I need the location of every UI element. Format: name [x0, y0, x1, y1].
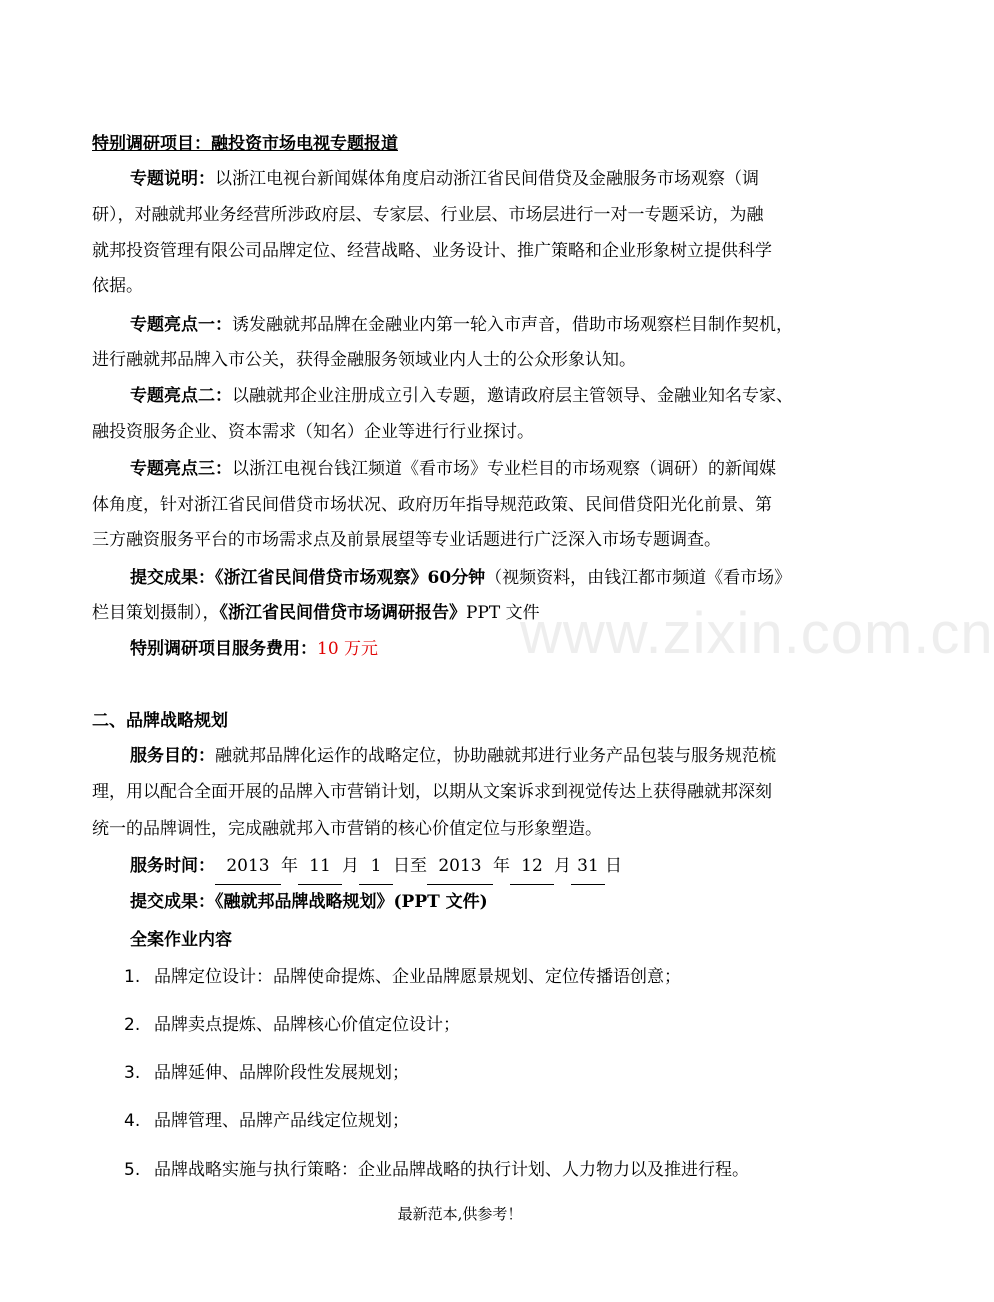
result-line-1: 提交成果：《浙江省民间借贷市场观察》60分钟（视频资料，由钱江都市频道《看市场》 [130, 568, 792, 588]
purpose-line-3: 统一的品牌调性，完成融就邦入市营销的核心价值定位与形象塑造。 [92, 819, 602, 839]
watermark: www.zixin.com.cn [520, 601, 994, 666]
page-footer: 最新范本,供参考！ [397, 1205, 523, 1223]
end-year: 2013 [427, 848, 493, 885]
list-item: 3. 品牌延伸、品牌阶段性发展规划； [124, 1063, 409, 1083]
highlight3-line-3: 三方融资服务平台的市场需求点及前景展望等专业话题进行广泛深入市场专题调查。 [92, 530, 721, 550]
end-day: 31 [571, 848, 605, 885]
list-item: 2. 品牌卖点提炼、品牌核心价值定位设计； [124, 1015, 460, 1035]
list-item: 4. 品牌管理、品牌产品线定位规划； [124, 1111, 409, 1131]
intro-line-1: 专题说明：以浙江电视台新闻媒体角度启动浙江省民间借贷及金融服务市场观察（调 [130, 169, 759, 189]
highlight3-line-1: 专题亮点三：以浙江电视台钱江频道《看市场》专业栏目的市场观察（调研）的新闻媒 [130, 459, 776, 479]
section1-title: 特别调研项目：融投资市场电视专题报道 [92, 134, 398, 154]
start-year: 2013 [215, 848, 281, 885]
section2-result-line: 提交成果：《融就邦品牌战略规划》(PPT 文件) [130, 892, 488, 912]
list-item: 5. 品牌战略实施与执行策略：企业品牌战略的执行计划、人力物力以及推进行程。 [124, 1160, 749, 1180]
list-item: 1. 品牌定位设计：品牌使命提炼、企业品牌愿景规划、定位传播语创意； [124, 967, 681, 987]
purpose-line-1: 服务目的：融就邦品牌化运作的战略定位，协助融就邦进行业务产品包装与服务规范梳 [130, 746, 776, 766]
intro-line-4: 依据。 [92, 276, 143, 296]
highlight2-line-2: 融投资服务企业、资本需求（知名）企业等进行行业探讨。 [92, 422, 534, 442]
service-time-line: 服务时间： 2013 年 11 月 1 日至 2013 年 12 月 31 日 [130, 848, 880, 885]
highlight3-line-2: 体角度，针对浙江省民间借贷市场状况、政府历年指导规范政策、民间借贷阳光化前景、第 [92, 495, 772, 515]
section2-title: 二、品牌战略规划 [92, 711, 228, 731]
fee-value: 10 万元 [317, 639, 379, 659]
fee-line: 特别调研项目服务费用：10 万元 [130, 639, 379, 659]
purpose-line-2: 理，用以配合全面开展的品牌入市营销计划，以期从文案诉求到视觉传达上获得融就邦深刻 [92, 782, 772, 802]
highlight2-line-1: 专题亮点二：以融就邦企业注册成立引入专题，邀请政府层主管领导、金融业知名专家、 [130, 386, 793, 406]
end-month: 12 [510, 848, 554, 885]
result-line-2: 栏目策划摄制），《浙江省民间借贷市场调研报告》PPT 文件 [92, 603, 540, 623]
start-month: 11 [298, 848, 342, 885]
content-heading: 全案作业内容 [130, 930, 232, 950]
start-day: 1 [359, 848, 393, 885]
intro-line-3: 就邦投资管理有限公司品牌定位、经营战略、业务设计、推广策略和企业形象树立提供科学 [92, 241, 772, 261]
highlight1-line-1: 专题亮点一：诱发融就邦品牌在金融业内第一轮入市声音，借助市场观察栏目制作契机， [130, 315, 793, 335]
highlight1-line-2: 进行融就邦品牌入市公关，获得金融服务领域业内人士的公众形象认知。 [92, 350, 636, 370]
intro-line-2: 研），对融就邦业务经营所涉政府层、专家层、行业层、市场层进行一对一专题采访，为融 [92, 205, 764, 225]
